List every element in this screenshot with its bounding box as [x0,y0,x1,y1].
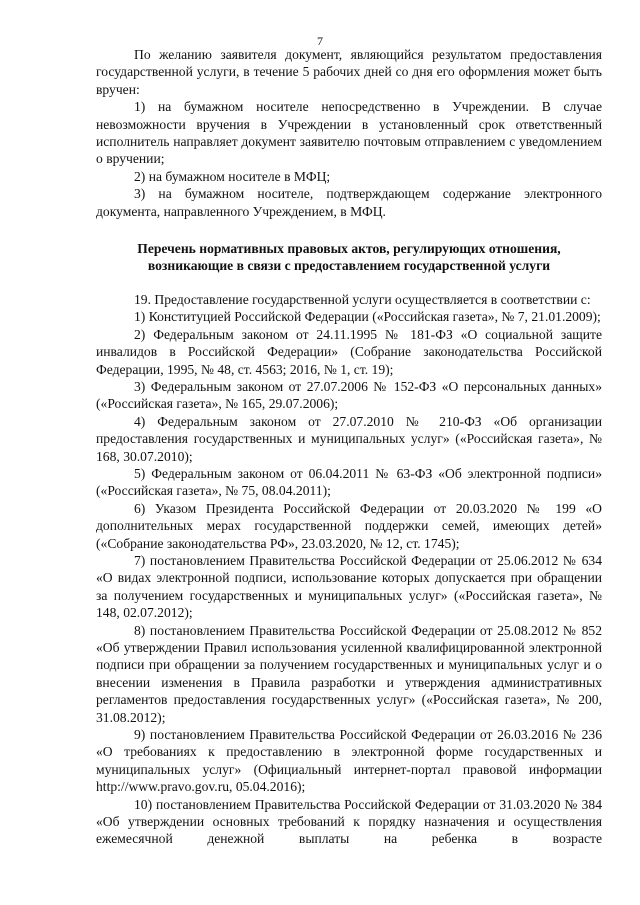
legal-item-2: 2) Федеральным законом от 24.11.1995 № 181-ФЗ «О социальной защите инвалидов в Российской Федерации» (Собрание законодательства Российской Федерации, 1995, № 48, ст. 4563; 2016, № 1, ст. 19); [96,326,602,377]
legal-item-1: 1) Конституцией Российской Федерации («Российская газета», № 7, 21.01.2009); [134,309,601,325]
legal-item-4: 4) Федеральным законом от 27.07.2010 № 210-ФЗ «Об организации предоставления государственных и муниципальных услуг» («Российская газета», № 168, 30.07.2010); [96,413,602,464]
legal-paragraph-19: 19. Предоставление государственной услуги осуществляется в соответствии с: [134,291,591,307]
legal-item-7: 7) постановлением Правительства Российской Федерации от 25.06.2012 № 634 «О видах электронной подписи, использование которых допускается при обращении за получением государственных и муниципальных услуг» («Российская газета», № 148, 02.07.2012); [96,552,602,621]
legal-item-9: 9) постановлением Правительства Российской Федерации от 26.03.2016 № 236 «О требованиях к предоставлению в электронной форме государственных и муниципальных услуг» (Официальный интернет-портал правовой информации http://www.pravo.gov.ru, 05.04.2016); [96,727,602,795]
intro-paragraph-1: По желанию заявителя документ, являющийся результатом предоставления государственной услуги, в течение 5 рабочих дней со дня его оформления может быть вручен: [96,47,602,97]
legal-item-10: 10) постановлением Правительства Российской Федерации от 31.03.2020 № 384 «Об утверждении основных требований к порядку назначения и осуществления ежемесячной денежной выплаты на ребенка в возрасте [96,796,602,847]
intro-paragraph-4: 3) на бумажном носителе, подтверждающем содержание электронного документа, направленного Учреждением, в МФЦ. [96,186,602,219]
section-heading: Перечень нормативных правовых актов, регулирующих отношения, возникающие в связи с предоставлением государственной услуги [137,241,561,274]
intro-paragraph-3: 2) на бумажном носителе в МФЦ; [134,168,331,184]
legal-item-5: 5) Федеральным законом от 06.04.2011 № 63-ФЗ «Об электронной подписи» («Российская газета», № 75, 08.04.2011); [96,465,602,499]
legal-item-8: 8) постановлением Правительства Российской Федерации от 25.08.2012 № 852 «Об утверждении Правил использования усиленной квалифицированной электронной подписи при обращении за получением государственных и муниципальных услуг и о внесении изменения в Правила разработки и утверждения административных регламентов предоставления государственных услуг» («Российская газета», № 200, 31.08.2012); [96,622,602,725]
page-number: 7 [317,34,323,48]
document-body [96,46,602,848]
legal-item-6: 6) Указом Президента Российской Федерации от 20.03.2020 № 199 «О дополнительных мерах государственной поддержки семей, имеющих детей» («Собрание законодательства РФ», 23.03.2020, № 12, ст. 1745); [96,500,602,551]
legal-item-3: 3) Федеральным законом от 27.07.2006 № 152-ФЗ «О персональных данных» («Российская газета», № 165, 29.07.2006); [96,378,602,412]
intro-paragraph-2: 1) на бумажном носителе непосредственно в Учреждении. В случае невозможности вручения в Учреждении в установленный срок ответственный исполнитель направляет документ заявителю почтовым отправлением с уведомлением о вручении; [96,99,602,167]
